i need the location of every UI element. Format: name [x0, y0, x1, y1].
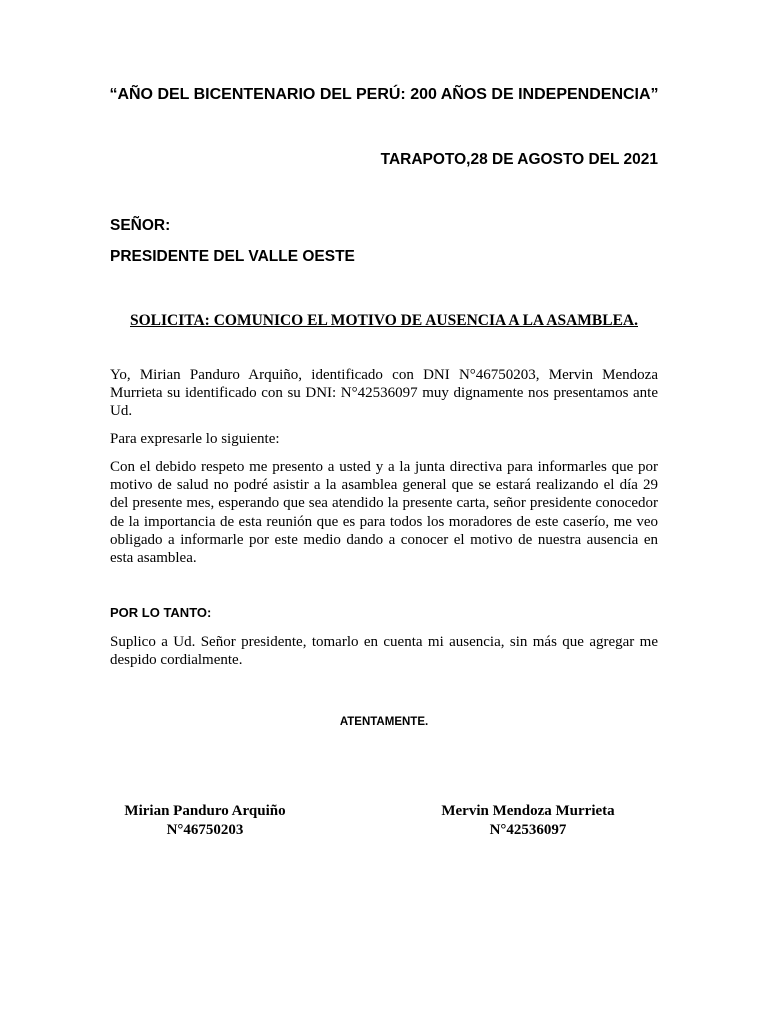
signer-dni: N°46750203 — [166, 822, 244, 838]
signature-block — [75, 802, 335, 840]
signature-block — [398, 802, 658, 840]
salutation: SEÑOR: — [110, 217, 171, 234]
signer-name: Mervin Mendoza Murrieta — [441, 803, 615, 819]
body-paragraph-intro: Yo, Mirian Panduro Arquiño, identificado con DNI N°46750203, Mervin Mendoza Murrieta su identificado con su DNI: N°42536097 muy dignamente nos presentamos ante Ud. — [110, 367, 658, 420]
body-paragraph-reason: Con el debido respeto me presento a usted y a la junta directiva para informarles que por motivo de salud no podré asistir a la asamblea general que se estará realizando el día 29 del presente mes, esperando que sea atendido la presente carta, señor presidente conocedor de la importancia de esta reunión que es para todos los moradores de este caserío, me veo obligado a informarle por este medio dando a conocer el motivo de nuestra ausencia en esta asamblea. — [110, 459, 658, 567]
body-paragraph-request: Suplico a Ud. Señor presidente, tomarlo en cuenta mi ausencia, sin más que agregar me despido cordialmente. — [110, 634, 658, 669]
body-paragraph-lead-in: Para expresarle lo siguiente: — [110, 431, 280, 447]
place-date: TARAPOTO,28 DE AGOSTO DEL 2021 — [380, 151, 658, 168]
year-motto-heading: “AÑO DEL BICENTENARIO DEL PERÚ: 200 AÑOS DE INDEPENDENCIA” — [109, 86, 659, 103]
signer-dni: N°42536097 — [489, 822, 567, 838]
recipient: PRESIDENTE DEL VALLE OESTE — [110, 248, 355, 265]
closing: ATENTAMENTE. — [339, 716, 429, 728]
subject-line: SOLICITA: COMUNICO EL MOTIVO DE AUSENCIA A LA ASAMBLEA. — [130, 312, 638, 329]
therefore-label: POR LO TANTO: — [110, 605, 212, 620]
signer-name: Mirian Panduro Arquiño — [124, 803, 286, 819]
